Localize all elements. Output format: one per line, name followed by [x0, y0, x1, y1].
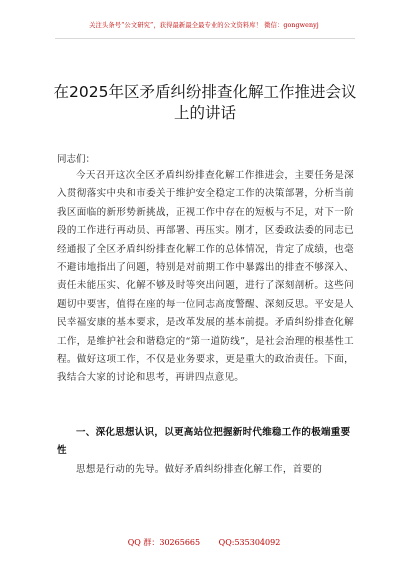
salutation: 同志们： [57, 154, 96, 165]
header-divider [55, 38, 355, 39]
body-paragraph-1: 今天召开这次全区矛盾纠纷排查化解工作推进会，主要任务是深入贯彻落实中央和市委关于维护安全稳定工作的决策部署，分析当前我区面临的新形势新挑战，正视工作中存在的短板与不足，对下一阶段的工作进行再动员、再部署、再压实。刚才，区委政法委的同志已经通报了全区矛盾纠纷排查化解工作的总体情况，肯定了成绩，也毫不避讳地指出了问题，特别是对前期工作中暴露出的排查不够深入、责任未能压实、化解不够及时等突出问题，进行了深刻剖析。这些问题切中要害，值得在座的每一位同志高度警醒、深刻反思。平安是人民幸福安康的基本要求，是改革发展的基本前提。矛盾纠纷排查化解工作，是维护社会和谐稳定的“第一道防线”，是社会治理的根基性工程。做好这项工作，不仅是业务要求，更是重大的政治责任。下面，我结合大家的讨论和思考，再讲四点意见。 [57, 170, 354, 384]
section-heading-1: 一、深化思想认识，以更高站位把握新时代维稳工作的极端重要性 [57, 427, 351, 457]
body-paragraph-2: 思想是行动的先导。做好矛盾纠纷排查化解工作，首要的 [76, 464, 323, 475]
footer-qq-number: QQ:535304092 [218, 538, 281, 547]
page-title: 在2025年区矛盾纠纷排查化解工作推进会议上的讲话 [53, 83, 357, 122]
footer-qq-group: QQ 群：30265665 [127, 538, 201, 547]
header-notice: 关注头条号“公文研究”，获得最新最全最专业的公文资料库！ 微信：gongwenyj [89, 22, 319, 29]
footer-contact [0, 537, 408, 548]
